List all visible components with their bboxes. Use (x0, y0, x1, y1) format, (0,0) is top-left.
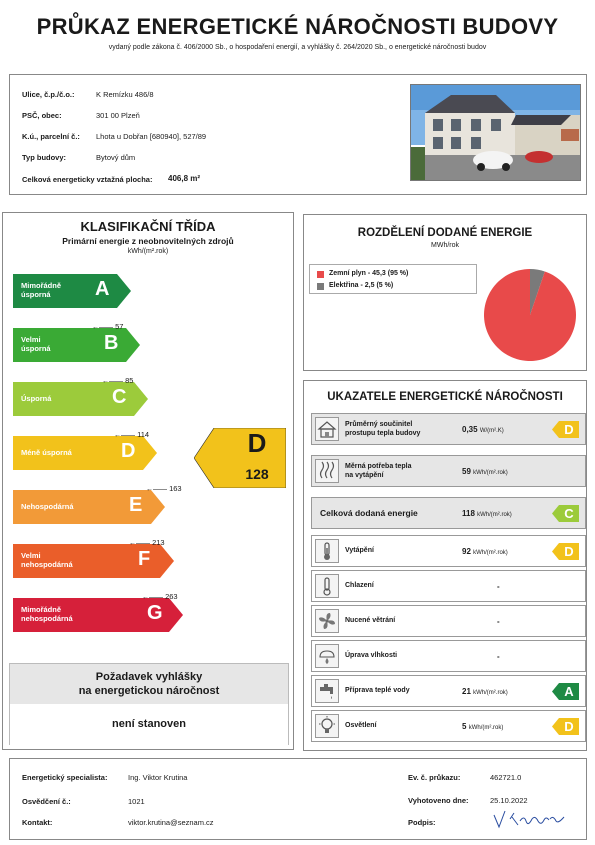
threshold-marker (129, 538, 165, 547)
result-class-letter: D (247, 428, 267, 458)
threshold-marker (142, 592, 178, 601)
psc-label: PSČ, obec: (22, 111, 62, 120)
indicator-label-line-1: Úprava vlhkosti (345, 652, 398, 659)
threshold-value: 163 (169, 484, 182, 493)
class-row-d (13, 436, 157, 470)
indicator-class-letter: D (564, 422, 574, 437)
class-letter: A (95, 278, 110, 300)
distribution-pie-chart (480, 265, 580, 365)
building-type-value: Bytový dům (96, 153, 136, 162)
fan-icon (315, 609, 339, 633)
class-row-g (13, 598, 183, 632)
threshold-arrow: ←—— (92, 324, 113, 331)
threshold-marker (114, 430, 149, 439)
indicator-class-letter: C (564, 506, 574, 521)
class-row-e (13, 490, 165, 524)
indicator-label-line-1: Průměrný součinitel (345, 421, 413, 428)
contact-value: viktor.krutina@seznam.cz (128, 818, 214, 827)
indicator-label (345, 722, 377, 731)
distribution-unit: MWh/rok (431, 242, 459, 249)
legend-label-electricity: Elektřina - 2,5 (5 %) (329, 282, 394, 289)
class-name-line-2: úsporná (21, 344, 51, 353)
indicator-row (311, 605, 586, 637)
indicator-value (497, 617, 572, 626)
class-name (21, 394, 51, 403)
distribution-title: ROZDĚLENÍ DODANÉ ENERGIE (357, 227, 533, 239)
indicator-number: 59 (462, 467, 471, 476)
indicator-class-letter: D (564, 544, 574, 559)
legend-swatch-electricity (317, 283, 324, 290)
psc-value: 301 00 Plzeň (96, 111, 140, 120)
threshold-value: 114 (137, 430, 150, 439)
indicator-unit: W/(m².K) (479, 428, 504, 434)
indicator-row (311, 497, 586, 529)
requirement-title-1: Požadavek vyhlášky (95, 671, 203, 683)
class-row-c (13, 382, 148, 416)
thermometer-icon (315, 539, 339, 563)
indicator-label-line-1: Osvětlení (345, 722, 377, 729)
legend-label-gas: Zemní plyn - 45,3 (95 %) (329, 270, 409, 277)
indicator-label-line-1: Nucené větrání (345, 617, 396, 624)
class-letter: F (138, 548, 151, 570)
class-name (21, 551, 73, 569)
class-name (21, 281, 61, 299)
indicator-number: 92 (462, 547, 471, 556)
threshold-marker (102, 376, 133, 385)
indicator-row (311, 535, 586, 567)
faucet-icon (315, 679, 339, 703)
indicator-label-line-1: Měrná potřeba tepla (345, 463, 412, 470)
class-name (21, 605, 73, 623)
indicator-label (345, 617, 395, 626)
indicator-value (497, 582, 572, 591)
class-letter: C (112, 386, 127, 408)
specialist-label: Energetický specialista: (22, 773, 108, 782)
ku-label: K.ú., parcelní č.: (22, 132, 80, 141)
indicator-class-letter: A (564, 684, 574, 699)
indicator-value (462, 425, 537, 434)
indicator-number: - (497, 617, 500, 626)
indicator-unit: kWh/(m².rok) (473, 470, 508, 476)
indicator-label-line-1: Celková dodaná energie (320, 508, 418, 518)
threshold-arrow: ←—— (102, 378, 123, 385)
class-letter: E (129, 494, 143, 516)
indicator-row (311, 570, 586, 602)
class-name-line-1: Mimořádně (21, 281, 62, 290)
class-name-line-1: Nehospodárná (21, 502, 74, 511)
result-arrow (194, 428, 286, 488)
area-value: 406,8 m² (168, 174, 201, 183)
requirement-value: není stanoven (112, 718, 186, 730)
building-photo (410, 84, 581, 181)
classification-subtitle: Primární energie z neobnovitelných zdrojů (62, 236, 234, 246)
light-bulb-icon (315, 714, 339, 738)
class-name-line-1: Méně úsporná (21, 448, 72, 457)
indicator-unit: kWh/(m².rok) (473, 690, 508, 696)
page-title: PRŮKAZ ENERGETICKÉ NÁROČNOSTI BUDOVY (36, 14, 559, 39)
indicator-value (462, 722, 537, 731)
building-type-label: Typ budovy: (22, 153, 67, 162)
classification-unit: kWh/(m².rok) (127, 248, 169, 255)
indicator-unit: kWh/(m².rok) (477, 512, 512, 518)
signature-image (490, 807, 570, 831)
heat-waves-icon (315, 459, 339, 483)
indicators-title: UKAZATELE ENERGETICKÉ NÁROČNOSTI (327, 391, 563, 403)
indicator-value (462, 547, 537, 556)
legend-swatch-gas (317, 271, 324, 278)
threshold-value: 213 (152, 538, 165, 547)
indicator-class-badge (552, 683, 579, 700)
indicator-class-badge (552, 543, 579, 560)
registration-value: 462721.0 (490, 773, 522, 782)
requirement-box (9, 663, 289, 745)
issue-date-value: 25.10.2022 (490, 796, 528, 805)
classification-title: KLASIFIKAČNÍ TŘÍDA (80, 219, 216, 234)
class-name-line-2: nehospodárná (21, 614, 73, 623)
indicator-label (345, 463, 412, 480)
class-name (21, 335, 51, 353)
class-letter: D (121, 440, 136, 462)
threshold-value: 263 (165, 592, 178, 601)
certificate-label: Osvědčení č.: (22, 797, 71, 806)
indicator-value (462, 687, 537, 696)
class-name-line-1: Úsporná (21, 394, 52, 403)
indicator-class-badge (552, 421, 579, 438)
requirement-title-2: na energetickou náročnost (78, 685, 220, 697)
indicator-label (345, 547, 374, 556)
indicator-row (311, 675, 586, 707)
class-row-b (13, 328, 140, 362)
indicator-label-line-2: na vytápění (345, 471, 384, 479)
threshold-marker (92, 322, 123, 331)
class-name-line-2: úsporná (21, 290, 51, 299)
indicator-label-line-1: Vytápění (345, 547, 374, 554)
certificate-value: 1021 (128, 797, 145, 806)
indicator-label (320, 509, 418, 518)
indicator-label (345, 652, 397, 661)
class-name-line-1: Mimořádně (21, 605, 62, 614)
class-name (21, 448, 72, 457)
threshold-value: 85 (125, 376, 134, 385)
street-value: K Remízku 486/8 (96, 90, 154, 99)
house-envelope-icon (315, 417, 339, 441)
issue-date-label: Vyhotoveno dne: (408, 796, 469, 805)
indicator-unit: kWh/(m².rok) (468, 725, 504, 731)
specialist-value: Ing. Viktor Krutina (128, 773, 188, 782)
indicator-value (462, 467, 537, 476)
class-name-line-2: nehospodárná (21, 560, 73, 569)
indicator-unit: kWh/(m².rok) (473, 550, 508, 556)
indicator-number: 118 (462, 509, 475, 518)
class-name-line-1: Velmi (21, 551, 41, 560)
indicator-label-line-1: Příprava teplé vody (345, 687, 410, 694)
threshold-arrow: ←—— (129, 540, 150, 547)
indicator-label (345, 582, 374, 591)
result-class-value: 128 (245, 466, 269, 482)
area-label: Celková energeticky vztažná plocha: (22, 175, 153, 184)
indicator-class-badge (552, 505, 579, 522)
distribution-legend (309, 264, 477, 294)
indicator-row (311, 640, 586, 672)
building-photo-image (411, 85, 581, 181)
contact-label: Kontakt: (22, 818, 53, 827)
indicator-label (345, 421, 420, 438)
indicator-row (311, 710, 586, 742)
indicator-row (311, 413, 586, 445)
class-name-line-1: Velmi (21, 335, 41, 344)
indicator-label (345, 687, 410, 696)
indicator-row (311, 455, 586, 487)
indicator-number: 21 (462, 687, 471, 696)
cooling-thermometer-icon (315, 574, 339, 598)
street-label: Ulice, č.p./č.o.: (22, 90, 75, 99)
class-name (21, 502, 74, 511)
indicator-number: 0,35 (462, 425, 478, 434)
ku-value: Lhota u Dobřan [680940], 527/89 (96, 132, 207, 141)
indicator-value (497, 652, 572, 661)
indicator-number: - (497, 652, 500, 661)
indicator-value (462, 509, 537, 518)
indicator-label-line-2: prostupu tepla budovy (345, 429, 421, 437)
threshold-marker (146, 484, 182, 493)
pie-slice-gas (484, 269, 576, 361)
threshold-arrow: ←—— (142, 594, 163, 601)
class-letter: G (147, 602, 163, 624)
threshold-arrow: ←—— (114, 432, 135, 439)
class-row-f (13, 544, 174, 578)
class-row-a (13, 274, 131, 308)
indicator-number: - (497, 582, 500, 591)
class-letter: B (104, 332, 119, 354)
registration-label: Ev. č. průkazu: (408, 773, 461, 782)
indicator-label-line-1: Chlazení (345, 582, 374, 589)
footer-panel (9, 758, 587, 840)
humidity-icon (315, 644, 339, 668)
indicator-class-letter: D (564, 719, 574, 734)
indicator-class-badge (552, 718, 579, 735)
page-subtitle: vydaný podle zákona č. 406/2000 Sb., o hospodaření energií, a vyhlášky č. 264/2020 Sb., o energetické náročnosti budov (108, 44, 487, 51)
threshold-value: 57 (115, 322, 124, 331)
signature-label: Podpis: (408, 818, 436, 827)
threshold-arrow: ←—— (146, 486, 167, 493)
indicator-number: 5 (462, 722, 467, 731)
